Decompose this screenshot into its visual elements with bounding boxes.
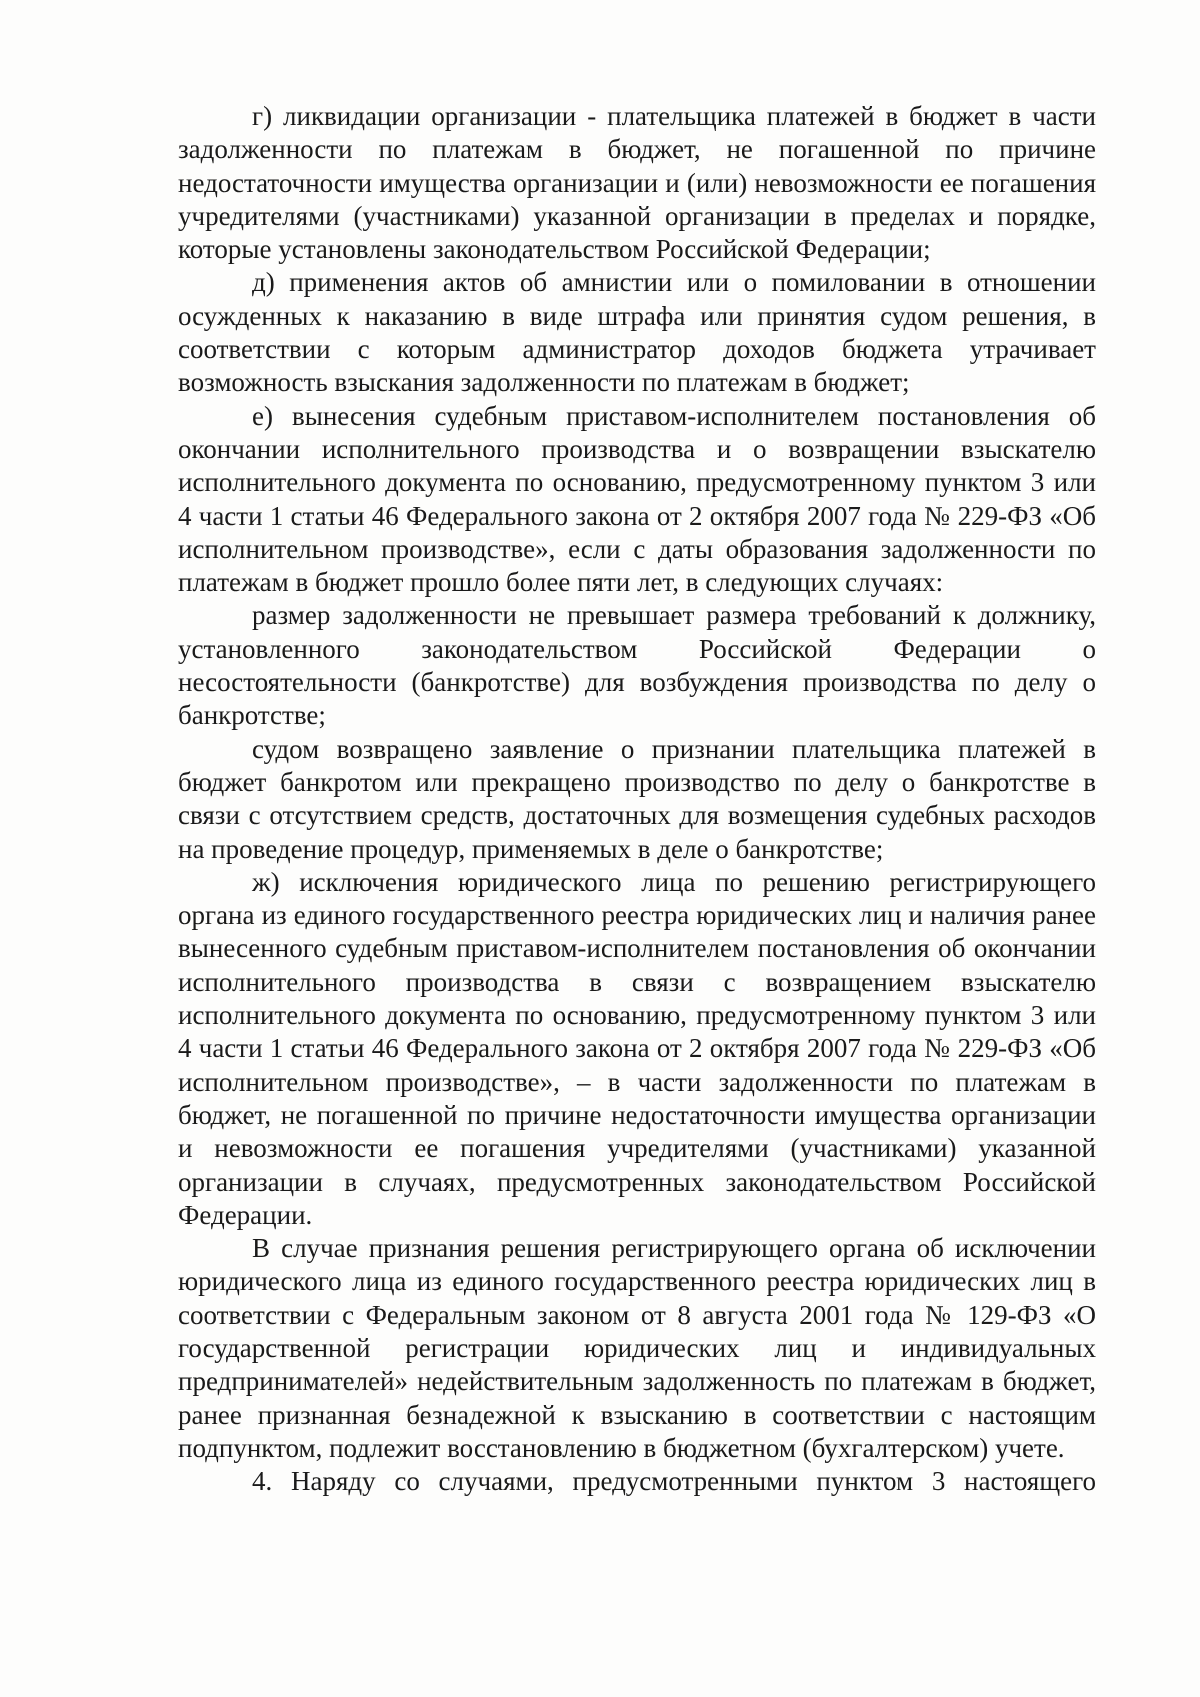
paragraph-case-court-return: судом возвращено заявление о признании плательщика платежей в бюджет банкротом или прекращено производство по делу о банкротстве в связи с отсутствием средств, достаточных для возмещения судебных расходов на проведение процедур, применяемых в деле о банкротстве; xyxy=(178,733,1096,864)
paragraph-g: г) ликвидации организации - плательщика платежей в бюджет в части задолженности по платежам в бюджет, не погашенной по причине недостаточности имущества организации и (или) невозможности ее погашения учредителями (участниками) указанной организации в пределах и порядке, которые установлены законодательством Российской Федерации; xyxy=(178,101,1096,265)
document-body xyxy=(178,100,1096,1498)
paragraph-4-start: 4. Наряду со случаями, предусмотренными пунктом 3 настоящего xyxy=(252,1466,1096,1497)
paragraph-zh: ж) исключения юридического лица по решению регистрирующего органа из единого государственного реестра юридических лиц и наличия ранее вынесенного судебным приставом-исполнителем постановления об окончании исполнительного производства в связи с возвращением взыскателю исполнительного документа по основанию, предусмотренному пунктом 3 или 4 части 1 статьи 46 Федерального закона от 2 октября 2007 года № 229-ФЗ «Об исполнительном производстве», – в части задолженности по платежам в бюджет, не погашенной по причине недостаточности имущества организации и невозможности ее погашения учредителями (участниками) указанной организации в случаях, предусмотренных законодательством Российской Федерации. xyxy=(178,866,1096,1230)
paragraph-d: д) применения актов об амнистии или о помиловании в отношении осужденных к наказанию в виде штрафа или принятия судом решения, в соответствии с которым администратор доходов бюджета утрачивает возможность взыскания задолженности по платежам в бюджет; xyxy=(178,267,1096,398)
paragraph-case-debt-size: размер задолженности не превышает размера требований к должнику, установленного законодательством Российской Федерации о несостоятельности (банкротстве) для возбуждения производства по делу о банкротстве; xyxy=(178,600,1096,731)
paragraph-restoration: В случае признания решения регистрирующего органа об исключении юридического лица из единого государственного реестра юридических лиц в соответствии с Федеральным законом от 8 августа 2001 года № 129-ФЗ «О государственной регистрации юридических лиц и индивидуальных предпринимателей» недействительным задолженность по платежам в бюджет, ранее признанная безнадежной к взысканию в соответствии с настоящим подпунктом, подлежит восстановлению в бюджетном (бухгалтерском) учете. xyxy=(178,1233,1096,1463)
paragraph-e: е) вынесения судебным приставом-исполнителем постановления об окончании исполнительного производства и о возвращении взыскателю исполнительного документа по основанию, предусмотренному пунктом 3 или 4 части 1 статьи 46 Федерального закона от 2 октября 2007 года № 229-ФЗ «Об исполнительном производстве», если с даты образования задолженности по платежам в бюджет прошло более пяти лет, в следующих случаях: xyxy=(178,400,1096,598)
